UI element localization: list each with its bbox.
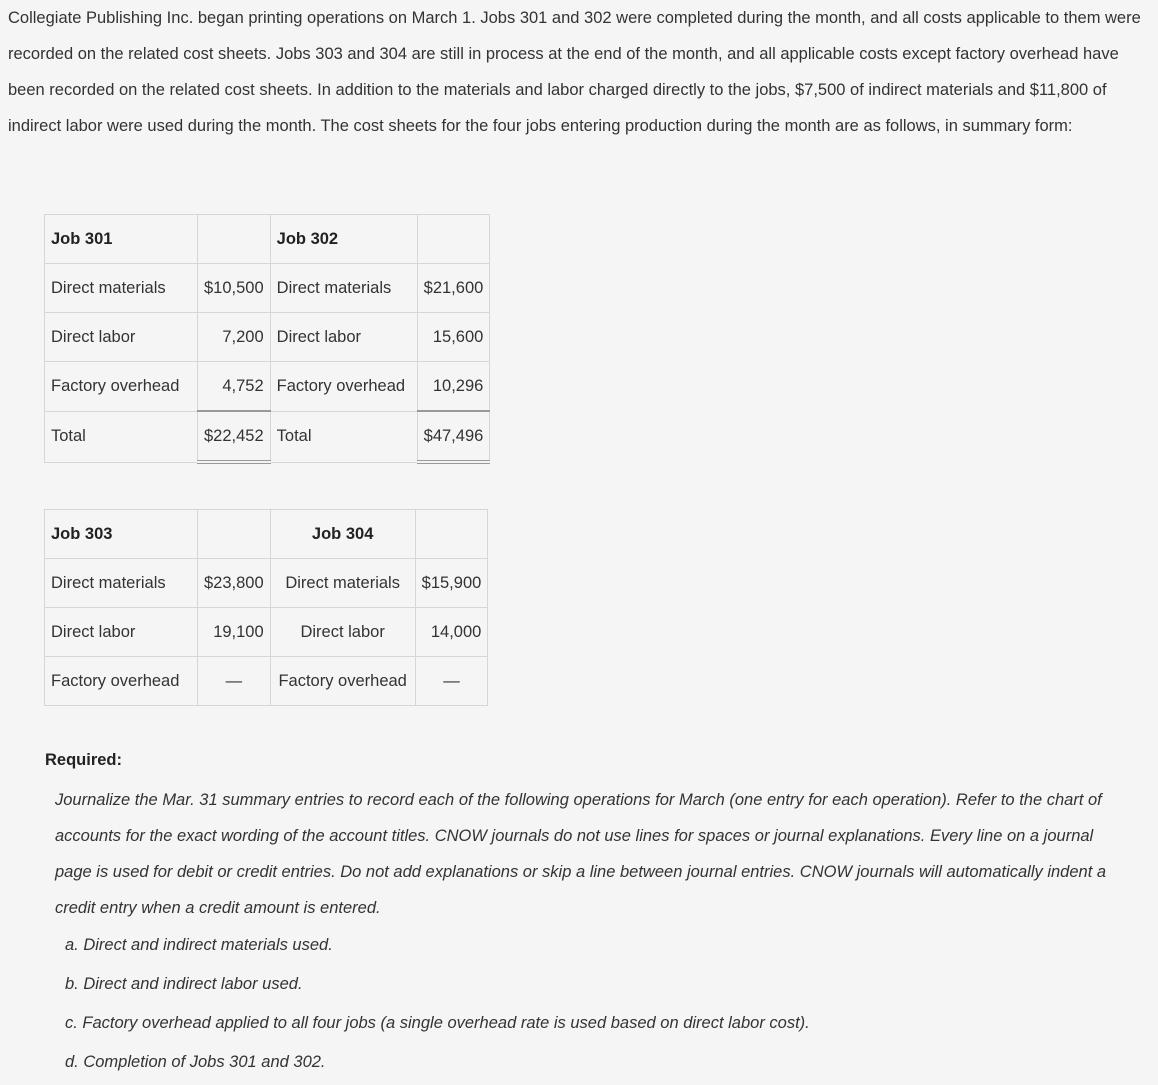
row-value: $47,496: [417, 411, 490, 462]
row-value: 7,200: [198, 313, 271, 362]
row-label: Direct labor: [45, 313, 198, 362]
table-row: [45, 362, 490, 412]
row-label: Direct labor: [270, 313, 417, 362]
row-label: Total: [270, 411, 417, 462]
list-item: b. Direct and indirect labor used.: [65, 975, 303, 993]
table-row: [45, 657, 488, 706]
row-value: —: [415, 657, 488, 706]
table-row: [45, 313, 490, 362]
row-value: 4,752: [198, 362, 271, 412]
row-value: $15,900: [415, 559, 488, 608]
row-label: Factory overhead: [45, 657, 198, 706]
row-value: $10,500: [198, 264, 271, 313]
row-value: 10,296: [417, 362, 490, 412]
row-label: Direct materials: [45, 264, 198, 313]
job-303-header: Job 303: [45, 510, 198, 559]
row-label: Direct labor: [45, 608, 198, 657]
list-item: c. Factory overhead applied to all four jobs (a single overhead rate is used based on direct labor cost).: [65, 1014, 810, 1032]
job-304-header: Job 304: [270, 510, 415, 559]
row-label: Direct labor: [270, 608, 415, 657]
table-header-row: [45, 215, 490, 264]
table-row-total: [45, 411, 490, 462]
row-label: Direct materials: [45, 559, 198, 608]
row-label: Factory overhead: [270, 362, 417, 412]
row-value: 15,600: [417, 313, 490, 362]
table-row: [45, 264, 490, 313]
row-label: Factory overhead: [45, 362, 198, 412]
row-value: 14,000: [415, 608, 488, 657]
list-item: d. Completion of Jobs 301 and 302.: [65, 1053, 326, 1071]
required-instructions: Journalize the Mar. 31 summary entries to record each of the following operations for March (one entry for each operation). Refer to the chart of accounts for the exact wording of the account titles. CNOW journals do not use lines for spaces or journal explanations. Every line on a journal page is used for debit or credit entries. Do not add explanations or skip a line between journal entries. CNOW journals will automatically indent a credit entry when a credit amount is entered.: [55, 791, 1107, 917]
job-301-header: Job 301: [45, 215, 198, 264]
table-row: [45, 559, 488, 608]
table-row: [45, 608, 488, 657]
row-value: 19,100: [198, 608, 271, 657]
problem-intro: Collegiate Publishing Inc. began printing operations on March 1. Jobs 301 and 302 were completed during the month, and all costs applicable to them were recorded on the related cost sheets. Jobs 303 and 304 are still in process at the end of the month, and all applicable costs except factory overhead have been recorded on the related cost sheets. In addition to the materials and labor charged directly to the jobs, $7,500 of indirect materials and $11,800 of indirect labor were used during the month. The cost sheets for the four jobs entering production during the month are as follows, in summary form:: [8, 9, 1141, 135]
row-label: Direct materials: [270, 559, 415, 608]
cost-sheet-table-303-304: [44, 509, 488, 706]
row-label: Factory overhead: [270, 657, 415, 706]
cost-sheet-table-301-302: [44, 214, 490, 464]
row-value: $23,800: [198, 559, 271, 608]
row-value: —: [198, 657, 271, 706]
table-header-row: [45, 510, 488, 559]
required-heading: Required:: [45, 751, 123, 769]
row-label: Direct materials: [270, 264, 417, 313]
job-302-header: Job 302: [270, 215, 417, 264]
row-label: Total: [45, 411, 198, 462]
list-item: a. Direct and indirect materials used.: [65, 936, 333, 954]
row-value: $21,600: [417, 264, 490, 313]
row-value: $22,452: [198, 411, 271, 462]
required-items-list: [65, 927, 810, 1083]
